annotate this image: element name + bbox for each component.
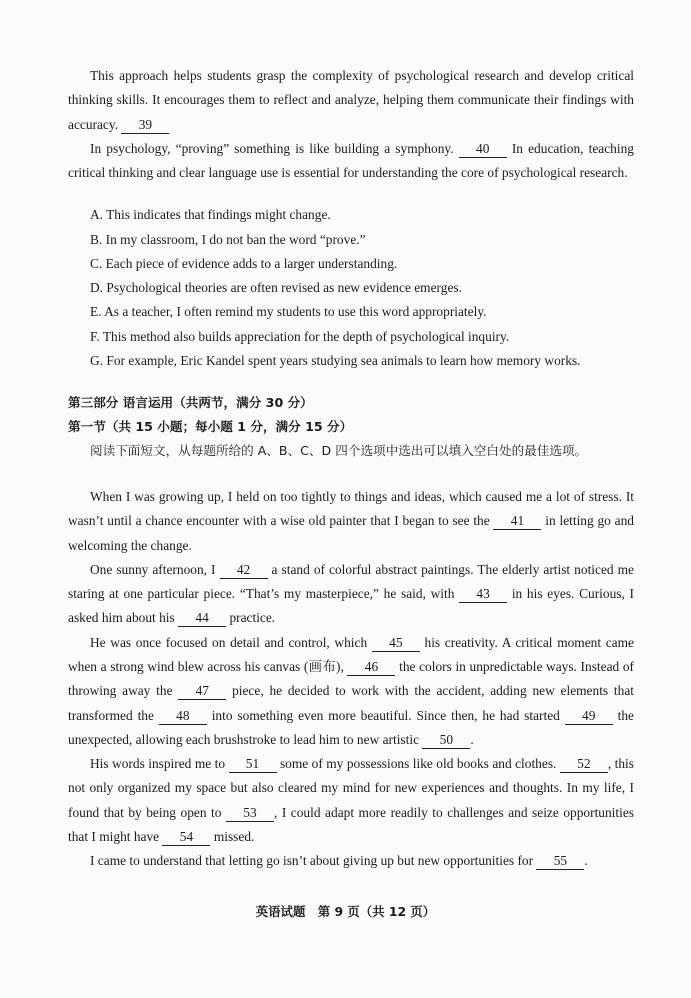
option-d: D. Psychological theories are often revised as new evidence emerges. xyxy=(90,280,462,296)
blank-47: 47 xyxy=(178,683,226,700)
passage2-paragraph-1: When I was growing up, I held on too tightly to things and ideas, which caused me a lot of stress. It wasn’t until a chance encounter with a wise old painter that I began to see the 41 in letting go and welcoming the change. xyxy=(68,488,634,553)
blank-52: 52 xyxy=(560,756,608,773)
blank-41: 41 xyxy=(493,513,541,530)
blank-51: 51 xyxy=(229,756,277,773)
blank-43: 43 xyxy=(459,586,507,603)
blank-54: 54 xyxy=(162,829,210,846)
blank-55: 55 xyxy=(536,853,584,870)
passage2-paragraph-2: One sunny afternoon, I 42 a stand of colorful abstract paintings. The elderly artist noticed me staring at one particular piece. “That’s my masterpiece,” he said, with 43 in his eyes. Curious, I asked him about his 44 practice. xyxy=(68,561,635,626)
blank-44: 44 xyxy=(178,610,226,627)
passage1-paragraph-2: In psychology, “proving” something is like building a symphony. 40 In education, teaching critical thinking and clear language use is essential for understanding the core of psychological research. xyxy=(68,140,634,181)
blank-49: 49 xyxy=(565,708,613,725)
spacer xyxy=(68,373,634,391)
blank-42: 42 xyxy=(220,562,268,579)
option-e: E. As a teacher, I often remind my students to use this word appropriately. xyxy=(90,304,487,320)
blank-53: 53 xyxy=(226,805,274,822)
option-g: G. For example, Eric Kandel spent years studying sea animals to learn how memory works. xyxy=(90,352,581,368)
blank-46: 46 xyxy=(347,659,395,676)
blank-40: 40 xyxy=(459,141,507,158)
blank-45: 45 xyxy=(372,635,420,652)
passage2-paragraph-4: His words inspired me to 51 some of my possessions like old books and clothes. 52 , this not only organized my space but also cleared my mind for new experiences and thoughts. In my life, I found that by being open to 53 , I could adapt more readily to challenges and seize opportunities that I might have 54 missed. xyxy=(68,756,634,845)
options-list xyxy=(68,203,634,372)
section3-title: 第三部分 语言运用（共两节，满分 30 分） xyxy=(68,394,313,410)
spacer xyxy=(68,185,634,203)
section3-instruction: 阅读下面短文，从每题所给的 A、B、C、D 四个选项中选出可以填入空白处的最佳选项。 xyxy=(90,442,588,458)
spacer xyxy=(68,463,634,485)
option-b: B. In my classroom, I do not ban the word “prove.” xyxy=(90,231,366,247)
passage1-paragraph-1: This approach helps students grasp the complexity of psychological research and develop critical thinking skills. It encourages them to reflect and analyze, helping them communicate their findings with accuracy. 39 xyxy=(68,68,634,132)
blank-50: 50 xyxy=(422,732,470,749)
option-a: A. This indicates that findings might change. xyxy=(90,207,331,223)
option-f: F. This method also builds appreciation for the depth of psychological inquiry. xyxy=(90,328,510,344)
page-content xyxy=(68,64,634,874)
section3-subtitle: 第一节（共 15 小题；每小题 1 分，满分 15 分） xyxy=(68,418,353,434)
passage2-paragraph-5: I came to understand that letting go isn’t about giving up but new opportunities for 55 . xyxy=(90,853,588,869)
blank-39: 39 xyxy=(121,117,169,134)
passage2-paragraph-3: He was once focused on detail and control, which 45 his creativity. A critical moment came when a strong wind blew across his canvas (画布), 46 the colors in unpredictable ways. Instead of throwing away the 47 piece, he decided to work with the accident, adding new elements that transformed the 48 into something even more beautiful. Since then, he had started 49 the unexpected, allowing each brushstroke to lead him to new artistic 50 . xyxy=(68,634,634,747)
blank-48: 48 xyxy=(159,708,207,725)
option-c: C. Each piece of evidence adds to a larger understanding. xyxy=(90,255,398,271)
page-footer: 英语试题 第 9 页（共 12 页） xyxy=(255,904,436,919)
